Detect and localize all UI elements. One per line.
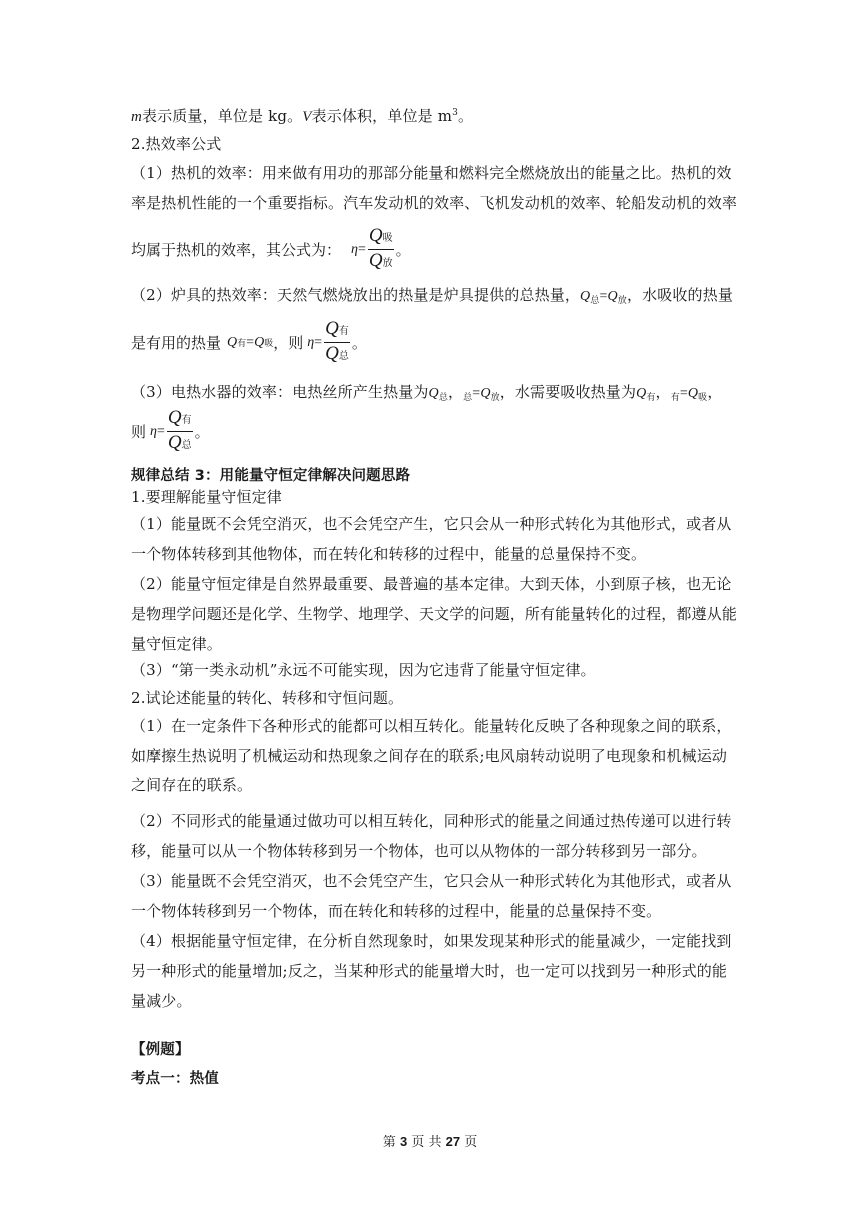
section-heading: 2.热效率公式 (131, 135, 222, 153)
paragraph-line: 量守恒定律。 (131, 635, 222, 653)
text-span: 。 (395, 241, 411, 259)
formula-line-heater: 则 η = $\frac{\text{Q有}}{\text{Q总}}$ 。 (131, 407, 210, 456)
superscript: 3 (452, 108, 458, 118)
paragraph-line: （2）能量守恒定律是自然界最重要、最普遍的基本定律。大到天体，小到原子核，也无论 (131, 575, 732, 593)
fraction-heater: $\frac{\text{Q有}}{\text{Q总}}$ (167, 407, 192, 453)
paragraph-line: 1.要理解能量守恒定律 (131, 488, 282, 506)
paragraph-line: 2.试论述能量的转化、转移和守恒问题。 (131, 689, 404, 707)
text-span: 。 (457, 107, 474, 125)
paragraph-line: （1）热机的效率：用来做有用功的那部分能量和燃料完全燃烧放出的能量之比。热机的效 (131, 164, 732, 182)
symbol-m: m (131, 109, 142, 125)
paragraph-line: 一个物体转移到另一个物体，而在转化和转移的过程中，能量的总量保持不变。 (131, 902, 662, 920)
eta-symbol: η (351, 241, 358, 257)
equals-sign: = (357, 241, 366, 257)
paragraph-line: 是物理学问题还是化学、生物学、地理学、天文学的问题，所有能量转化的过程，都遵从能 (131, 605, 738, 623)
paragraph-line: （3）“第一类永动机”永远不可能实现，因为它违背了能量守恒定律。 (131, 661, 596, 679)
paragraph-line: 之间存在的联系。 (131, 776, 253, 794)
formula-line-stove: 是有用的热量 Q 有 = Q 吸 ，则 η = $\frac{\text{Q有}}{\text{Q总}}$ 。 (131, 318, 367, 367)
paragraph-line: （4）根据能量守恒定律，在分析自然现象时，如果发现某种形式的能量减少，一定能找到 (131, 932, 732, 950)
paragraph-line: 一个物体转移到其他物体，而在转化和转移的过程中，能量的总量保持不变。 (131, 545, 647, 563)
example-heading: 【例题】 (131, 1042, 190, 1058)
paragraph-line: （2）不同形式的能量通过做功可以相互转化，同种形式的能量之间通过热传递可以进行转 (131, 812, 732, 830)
summary-heading: 规律总结 3：用能量守恒定律解决问题思路 (131, 468, 411, 484)
fraction-engine: $\frac{\text{Q吸}}{\text{Q放}}$ (368, 225, 393, 271)
formula-line-engine (131, 225, 411, 274)
page-footer: 第 3 页 共 27 页 (382, 1134, 478, 1150)
paragraph-line: （3）能量既不会凭空消灭，也不会凭空产生，它只会从一种形式转化为其他形式，或者从 (131, 872, 732, 890)
page-number: 3 (399, 1134, 408, 1149)
paragraph-line: 移，能量可以从一个物体转移到另一个物体，也可以从物体的一部分转移到另一部分。 (131, 842, 707, 860)
fraction-stove: $\frac{\text{Q有}}{\text{Q总}}$ (325, 318, 349, 364)
paragraph-line: 率是热机性能的一个重要指标。汽车发动机的效率、飞机发动机的效率、轮船发动机的效率 (131, 194, 738, 212)
text-span: 表示体积，单位是 m (311, 107, 453, 125)
paragraph-line: （1）能量既不会凭空消灭，也不会凭空产生，它只会从一种形式转化为其他形式，或者从 (131, 515, 732, 533)
text-span: 表示质量，单位是 kg。 (141, 107, 303, 125)
topic-heading: 考点一：热值 (131, 1071, 219, 1087)
text-span: 均属于热机的效率，其公式为： (131, 241, 342, 259)
paragraph-line: 另一种形式的能量增加;反之，当某种形式的能量增大时，也一定可以找到另一种形式的能 (131, 962, 728, 980)
page-total: 27 (445, 1134, 461, 1149)
paragraph-line: （3）电热水器的效率：电热丝所产生热量为$Q_总$，$_总=Q_放$，水需要吸收热量为$Q_有$，$_有=Q_吸$， (131, 383, 723, 403)
text-line (131, 103, 473, 127)
paragraph-line: 量减少。 (131, 992, 192, 1010)
paragraph-line: （2）炉具的热效率：天然气燃烧放出的热量是炉具提供的总热量，$Q_总=Q_放$，水吸收的热量 (131, 286, 733, 306)
paragraph-line: 如摩擦生热说明了机械运动和热现象之间存在的联系;电风扇转动说明了电现象和机械运动 (131, 747, 728, 765)
symbol-v: V (302, 109, 312, 125)
paragraph-line: （1）在一定条件下各种形式的能都可以相互转化。能量转化反映了各种现象之间的联系， (131, 717, 732, 735)
